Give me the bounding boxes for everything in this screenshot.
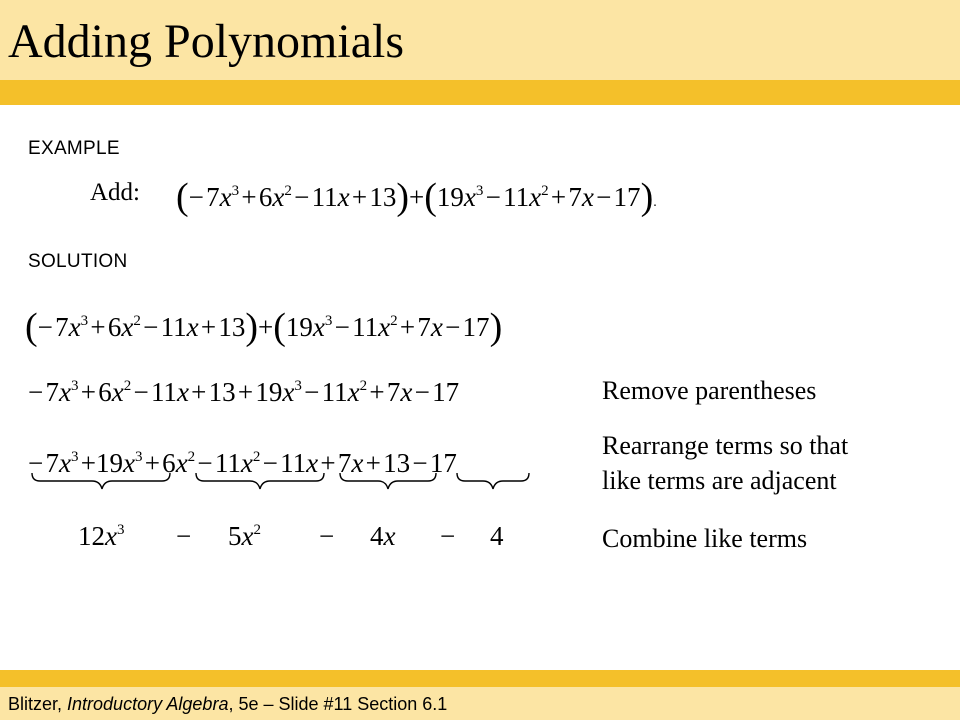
problem-expression: (− $7x^3$ + $6x^2$ − 11x + $13)+(19x^3$ − $11x^2$ + 7x − 17). (176, 176, 657, 218)
footer-book-title: Introductory Algebra (67, 694, 229, 714)
slide-title: Adding Polynomials (8, 15, 405, 68)
underbrace-quadratic (196, 473, 324, 489)
underbrace-constant (457, 473, 529, 489)
step-3-expression: − $7x^3$ $+19x^3$ + $6x^2$ − $11x^2$ − 11x + 7x + 13 − 17 (28, 448, 457, 478)
step-2-expression: − $7x^3$ + $6x^2$ − 11x + 13 + $19x^3$ − $11x^2$ + 7x − 17 (28, 377, 460, 407)
result-term-cubic: $12x^3$ (78, 521, 125, 551)
underbrace-linear (340, 473, 436, 489)
step-3-note-line-1: Rearrange terms so that (602, 431, 849, 460)
footer-slide-info: , 5e – Slide #11 Section 6.1 (228, 694, 448, 714)
result-minus-1: − (176, 521, 192, 551)
underbrace-cubic (32, 473, 170, 489)
example-label: EXAMPLE (28, 138, 120, 159)
result-term-constant: 4 (490, 521, 504, 551)
add-label: Add: (90, 179, 140, 206)
solution-label: SOLUTION (28, 251, 128, 272)
footer-accent-bar (0, 670, 960, 687)
step-2-note: Remove parentheses (602, 376, 817, 405)
footer-author: Blitzer, (8, 694, 68, 714)
step-4-note: Combine like terms (602, 524, 808, 553)
step-3-note-line-2: like terms are adjacent (602, 466, 837, 495)
result-minus-3: − (440, 521, 456, 551)
result-term-linear: 4x (370, 521, 396, 551)
step-1-expression: (− $7x^3$ + $6x^2$ − 11x + $13)+(19x^3$ − $11x^2$ + 7x − 17) (25, 306, 503, 348)
result-minus-2: − (319, 521, 335, 551)
result-term-quadratic: $5x^2$ (228, 521, 261, 551)
footer-citation (8, 694, 447, 715)
